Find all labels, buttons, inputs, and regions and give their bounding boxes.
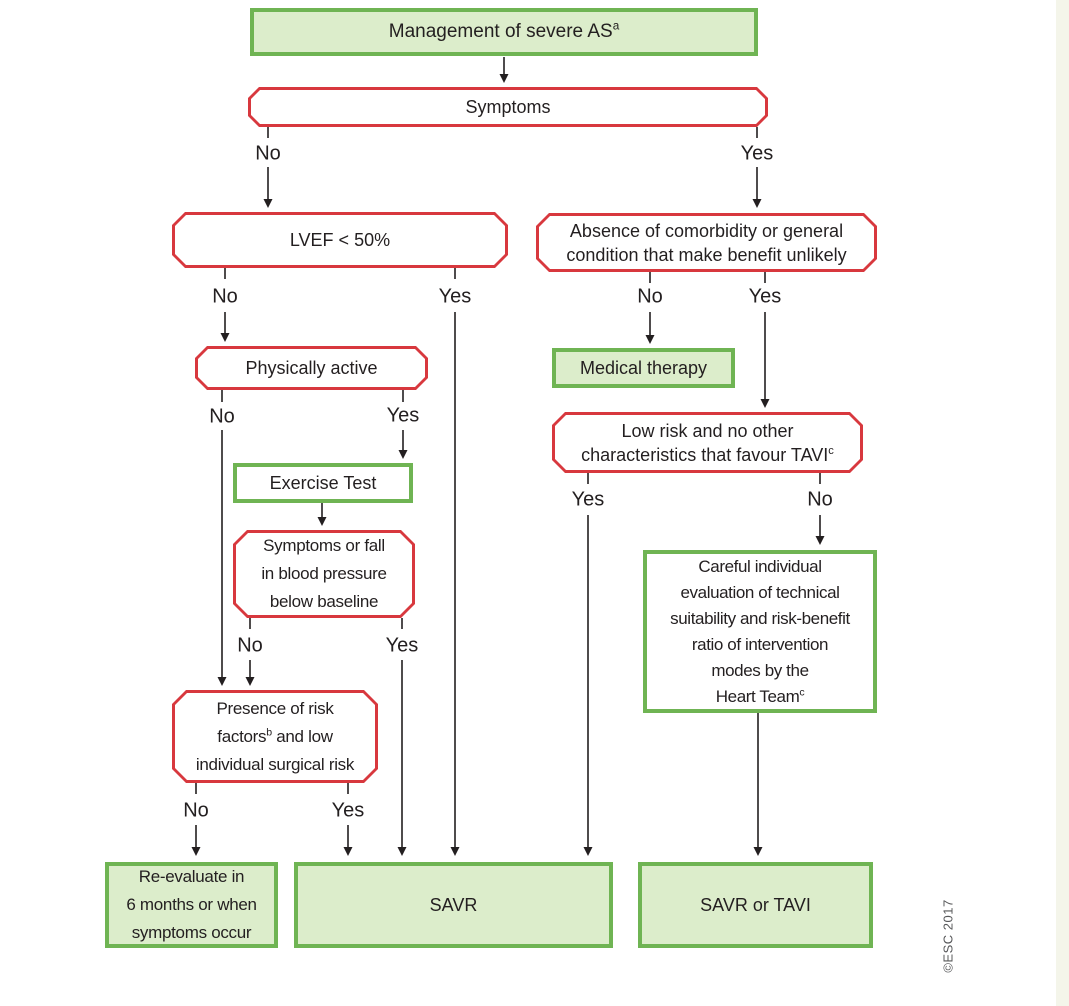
node-label: Symptoms: [465, 97, 551, 117]
node-label-line: ratio of intervention: [691, 634, 829, 654]
esc-copyright: ©ESC 2017: [940, 899, 956, 973]
node-lvef: [172, 212, 508, 268]
node-label-line: Heart Team$^c$: [715, 685, 805, 706]
node-label: Physically active: [245, 358, 378, 378]
node-management-severe-as: [250, 8, 758, 56]
page-edge-strip: [1056, 0, 1069, 1006]
node-medical-therapy: [552, 348, 735, 388]
branch-label-risk-no: No: [183, 799, 209, 822]
node-risk-factors: [172, 690, 378, 783]
branch-label-bp-yes: Yes: [385, 634, 419, 657]
node-label-line: modes by the: [711, 660, 809, 680]
node-label-line: Careful individual: [698, 556, 822, 576]
node-label-line: Re-evaluate in: [138, 867, 245, 886]
node-label-line: suitability and risk-benefit: [670, 608, 850, 628]
branch-label-symptoms-yes: Yes: [740, 142, 774, 165]
branch-label-symptoms-no: No: [255, 142, 281, 165]
node-label-line: evaluation of technical: [680, 582, 840, 602]
branch-label-lowrisk-no: No: [807, 488, 833, 511]
node-label: Presence of risk factors$^b$ and low individual surgical risk: [195, 698, 355, 774]
node-savr: [294, 862, 613, 948]
node-low-risk-tavi: [552, 412, 863, 473]
node-symptoms-bp-fall: [233, 530, 415, 618]
node-savr-or-tavi: [638, 862, 873, 948]
node-label: SAVR: [429, 895, 478, 915]
branch-label-absence-yes: Yes: [748, 285, 782, 308]
branch-label-lvef-no: No: [212, 285, 238, 308]
node-reevaluate: [105, 862, 278, 948]
node-label-line: symptoms occur: [131, 923, 252, 942]
node-label: Management of severe $AS^a$: [388, 19, 620, 42]
node-physically-active: [195, 346, 428, 390]
branch-label-absence-no: No: [637, 285, 663, 308]
node-exercise-test: [233, 463, 413, 503]
node-label: LVEF < 50%: [289, 230, 391, 250]
node-symptoms: [248, 87, 768, 127]
node-label: Exercise Test: [269, 473, 377, 493]
node-label: Symptoms or fall in blood pressure below baseline: [261, 536, 387, 611]
branch-label-bp-no: No: [237, 634, 263, 657]
node-label-line: 6 months or when: [126, 895, 257, 914]
branch-label-lvef-yes: Yes: [438, 285, 472, 308]
node-label: Low risk and no other characteristics that favour TAVI$^c$: [581, 420, 834, 465]
branch-label-phys-no: No: [209, 405, 235, 428]
node-absence-comorbidity: [536, 213, 877, 272]
branch-label-phys-yes: Yes: [386, 404, 420, 427]
node-label: Medical therapy: [579, 358, 708, 378]
node-label: Absence of comorbidity or general condition that make benefit unlikely: [566, 220, 847, 265]
branch-label-risk-yes: Yes: [331, 799, 365, 822]
node-label: SAVR or TAVI: [700, 895, 811, 915]
node-heart-team-evaluation: [643, 550, 877, 713]
branch-label-lowrisk-yes: Yes: [571, 488, 605, 511]
